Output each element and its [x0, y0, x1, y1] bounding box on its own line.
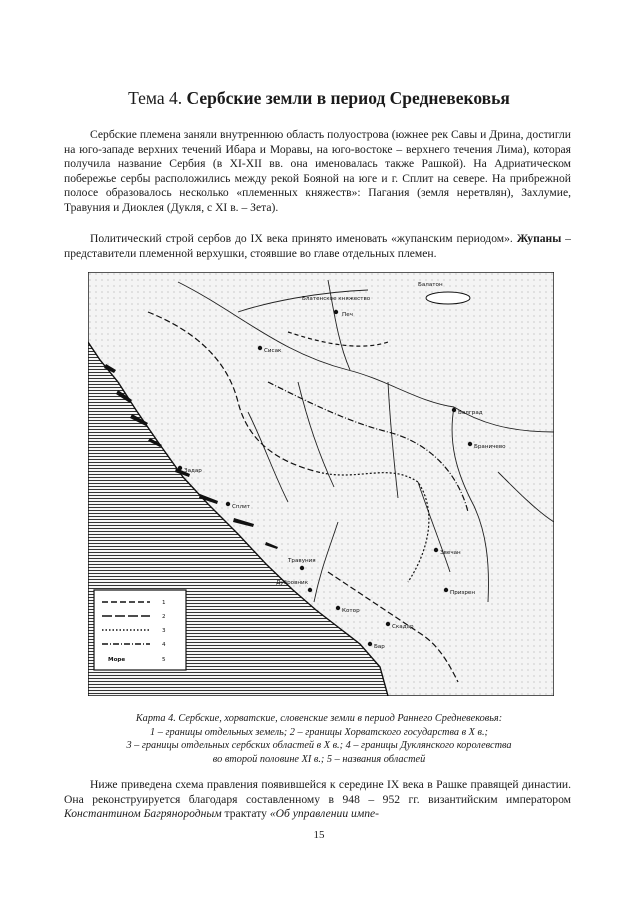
paragraph-2-bold: Жупаны [516, 232, 562, 245]
map-caption [70, 712, 568, 766]
map-label: Блатенское княжество [302, 296, 371, 302]
caption-line: во второй половине XI в.; 5 – названия областей [212, 753, 426, 765]
paragraph-3-before: Ниже приведена схема правления появившейся к середине IX века в Рашке правящей династии. Она реконструируется благодаря составленному в 948 – 952 гг. византийским императором [64, 778, 571, 806]
legend-number: 5 [162, 657, 166, 663]
paragraph-2 [64, 232, 571, 261]
page-title [0, 88, 638, 109]
map-label: Скадар [392, 624, 414, 630]
map-label: Бар [374, 644, 385, 650]
caption-line: Карта 4. Сербские, хорватские, словенские земли в период Раннего Средневековья: [135, 713, 503, 724]
legend-number: 2 [162, 614, 166, 620]
paragraph-3-middle: трактату [221, 807, 270, 821]
map-label: Белград [458, 410, 483, 416]
map-label: Задар [184, 468, 202, 474]
paragraph-1 [64, 128, 571, 216]
map-figure [88, 272, 554, 696]
paragraph-1-text: Сербские племена заняли внутреннюю область полуострова (южнее рек Савы и Дрина, достигли на юго-западе верхних течений Ибара и Моравы, на юго-востоке – верхнего течения Лима), которая получила название Сербия (в XI-XII вв. она именовалась также Рашкой). На Адриатическом побережье сербы расположились между рекой Бояной на юге и г. Сплит на севере. На прибрежной полосе образовалось несколько «племенных княжеств»: Пагания (земля неретвлян), Захлумие, Травуния и Диоклея (Дукля, с XI в. – Зета). [64, 128, 571, 214]
title-prefix: Тема 4. [128, 88, 187, 108]
map-label: Призрен [450, 590, 476, 596]
legend-number: 4 [162, 642, 166, 648]
map-label: Котор [342, 608, 360, 614]
caption-line: 3 – границы отдельных сербских областей в X в.; 4 – границы Дуклянского королевства [126, 740, 512, 752]
legend-number: 3 [162, 628, 166, 634]
legend-number: 1 [162, 600, 166, 606]
title-bold: Сербские земли в период Средневековья [186, 88, 510, 108]
paragraph-3-italic-1: Константином Багрянородным [64, 807, 222, 821]
paragraph-3-italic-2: «Об управлении импе- [269, 807, 380, 821]
paragraph-2-before: Политический строй сербов до IX века принято именовать «жупанским периодом». [90, 232, 517, 245]
map-label: Печ [342, 312, 353, 318]
map-label: Балатон [418, 282, 443, 288]
paragraph-2-after: – представители племенной верхушки, стоявшие во главе отдельных племен. [64, 232, 571, 260]
paragraph-3 [64, 778, 571, 822]
lake-balaton [426, 292, 470, 304]
map-label: Дубровник [276, 580, 309, 586]
map-label: Звечан [440, 550, 461, 556]
map-label: Сплит [232, 504, 251, 510]
page-number: 15 [313, 829, 325, 841]
map-legend [94, 590, 186, 670]
legend-sea-label: Море [108, 657, 126, 663]
map-label: Браничево [474, 444, 506, 450]
map-label: Травуния [288, 558, 316, 564]
caption-line: 1 – границы отдельных земель; 2 – границы Хорватского государства в X в.; [150, 726, 488, 738]
map-label: Сисак [264, 348, 282, 354]
